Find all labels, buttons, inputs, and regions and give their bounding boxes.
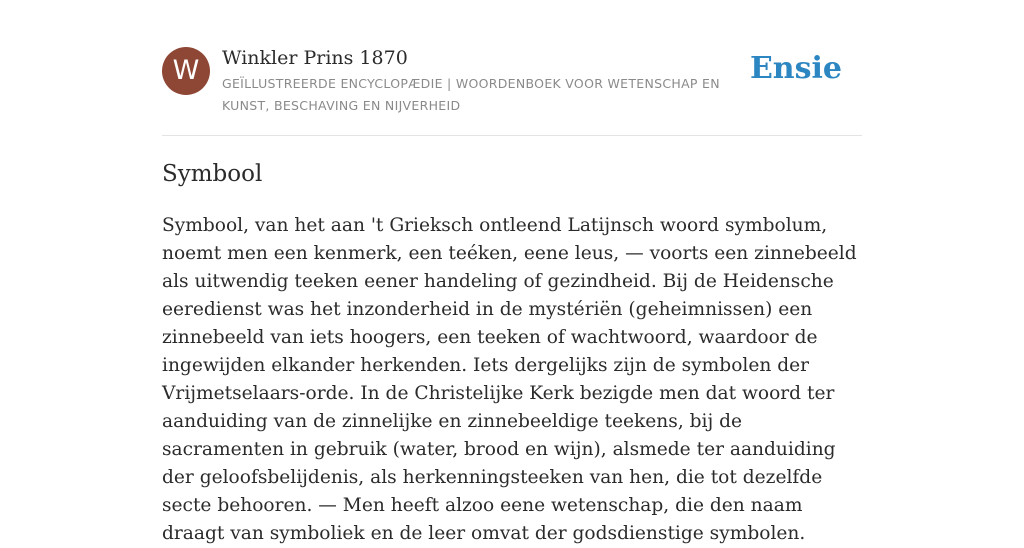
source-header [162,46,862,116]
source-title-link[interactable]: Winkler Prins 1870 [222,47,408,69]
source-avatar[interactable]: W [162,47,210,95]
header-divider [162,135,862,136]
ensie-logo-link[interactable]: Ensie [749,51,842,86]
article-title: Symbool [162,161,263,187]
article-body: Symbool, van het aan 't Grieksch ontleend Latijnsch woord symbolum, noemt men een kenmerk, een teéken, eene leus, — voorts een zinnebeeld als uitwendig teeken eener handeling of gezindheid. Bij de Heidensche eeredienst was het inzonderheid in de mystériën (geheimnissen) een zinnebeeld van iets hoogers, een teeken of wachtwoord, waardoor de ingewijden elkander herkenden. Iets dergelijks zijn de symbolen der Vrijmetselaars-orde. In de Christelijke Kerk bezigde men dat woord ter aanduiding van de zinnelijke en zinnebeeldige teekens, bij de sacramenten in gebruik (water, brood en wijn), alsmede ter aanduiding der geloofsbelijdenis, als herkenningsteeken van hen, die tot dezelfde secte behooren. — Men heeft alzoo eene wetenschap, die den naam draagt van symboliek en de leer omvat der godsdienstige symbolen. [162,215,857,544]
source-subtitle: GEÏLLUSTREERDE ENCYCLOPÆDIE | WOORDENBOEK VOOR WETENSCHAP EN KUNST, BESCHAVING EN NIJVERHEID [222,76,720,113]
